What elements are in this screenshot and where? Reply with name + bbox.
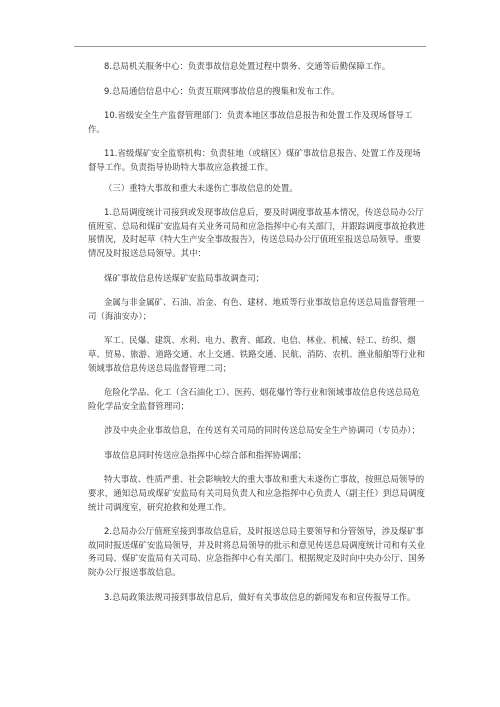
paragraph-item-9: 9.总局通信信息中心：负责互联网事故信息的搜集和发布工作。 (104, 85, 340, 96)
paragraph-major-accidents: 特大事故、性质严重、社会影响较大的重大事故和重大未遂伤亡事故，按照总局领导的要求，通知总局或煤矿安监局有关司局负责人和应急指挥中心负责人（副主任）到总局调度统计司调度室，研究抢救和处理工作。 (88, 474, 425, 512)
paragraph-hazardous-chemicals: 危险化学品、化工（含石油化工）、医药、烟花爆竹等行业和领域事故信息传送总局危险化学品安全监督管理司； (88, 387, 420, 411)
paragraph-step-3: 3.总局政策法规司接到事故信息后，做好有关事故信息的新闻发布和宣传报导工作。 (104, 591, 416, 602)
paragraph-coal-mine: 煤矿事故信息传送煤矿安监局事故调查司； (104, 272, 265, 283)
paragraph-item-8: 8.总局机关服务中心：负责事故信息处置过程中票务、交通等后勤保障工作。 (104, 61, 391, 71)
paragraph-step-1: 1.总局调度统计司接到或发现事故信息后，要及时调度事故基本情况，传送总局办公厅值班室、总局和煤矿安监局有关业务司局和应急指挥中心有关部门，并跟踪调度事故抢救进展情况，及时起草《特大生产安全事故报告》，传送总局办公厅值班室报送总局领导。重要情况及时报送总局领导。其中： (88, 207, 425, 258)
paragraph-emergency-center: 事故信息同时传送应急指挥中心综合部和指挥协调部； (104, 449, 307, 460)
paragraph-item-10: 10.省级安全生产监督管理部门：负责本地区事故信息报告和处置工作及现场督导工作。 (88, 110, 413, 134)
paragraph-central-enterprises: 涉及中央企业事故信息，在传送有关司局的同时传送总局安全生产协调司（专员办）； (104, 425, 420, 436)
paragraph-metal-nonmetal: 金属与非金属矿、石油、冶金、有色、建材、地质等行业事故信息传送总局监督管理一司（海油安办）； (88, 297, 425, 321)
header-rule (74, 46, 426, 47)
paragraph-industries: 军工、民爆、建筑、水利、电力、教育、邮政、电信、林业、机械、轻工、纺织、烟草、贸易、旅游、道路交通、水上交通、铁路交通、民航、消防、农机、渔业船舶等行业和领域事故信息传送总局监督管理二司； (88, 335, 425, 373)
paragraph-step-2: 2.总局办公厅值班室接到事故信息后，及时报送总局主要领导和分管领导，涉及煤矿事故同时报送煤矿安监局领导，并及时将总局领导的批示和意见传送总局调度统计司和有关业务司局、煤矿安监局有关司局、应急指挥中心有关部门。根据规定及时向中央办公厅、国务院办公厅报送事故信息。 (88, 526, 425, 578)
section-heading: （三）重特大事故和重大未遂伤亡事故信息的处置。 (104, 182, 298, 193)
paragraph-item-11: 11.省级煤矿安全监察机构：负责驻地（或辖区）煤矿事故信息报告、处置工作及现场督导工作。负责指导协助特大事故应急救援工作。 (88, 148, 421, 172)
document-body (88, 60, 428, 604)
